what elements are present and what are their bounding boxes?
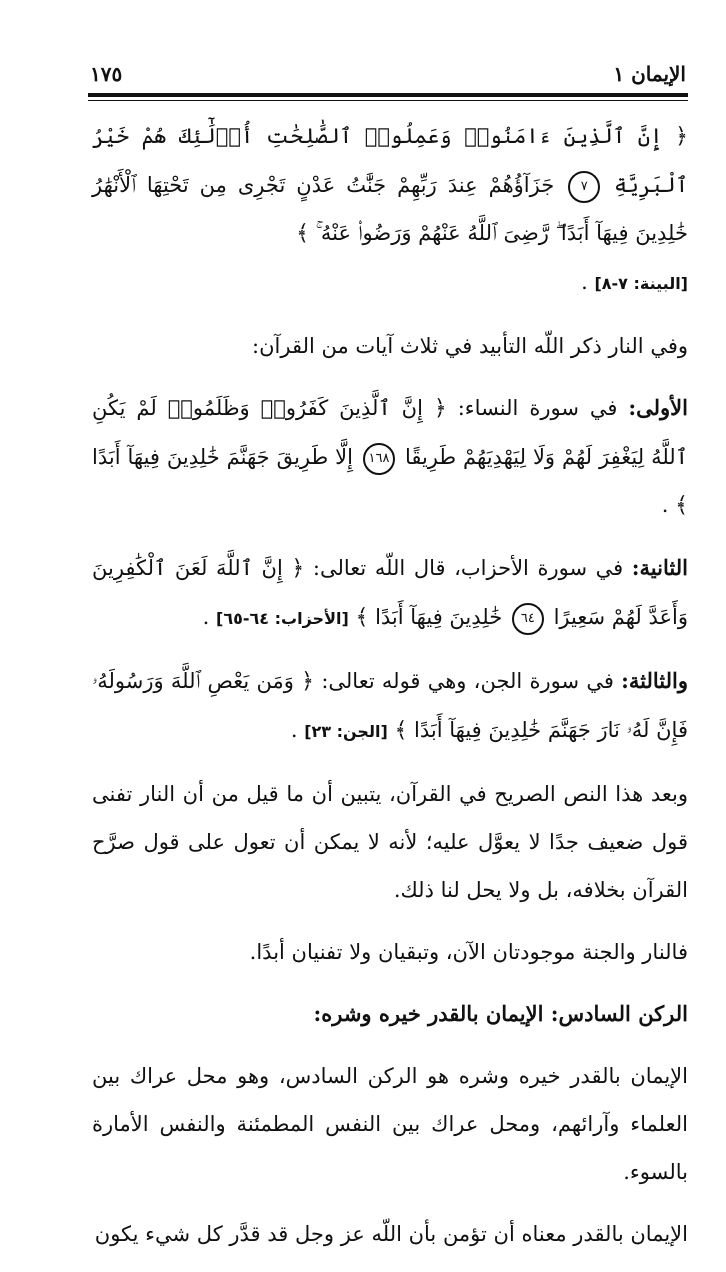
verse-reference: [الأحزاب: ٦٤-٦٥] — [216, 609, 349, 628]
body-paragraph-4: الإيمان بالقدر معناه أن تؤمن بأن اللّه عز وجل قد قدَّر كل شيء يكون — [94, 1222, 688, 1246]
verse-text: إِنَّ ٱللَّهَ لَعَنَ ٱلْكَٰفِرِينَ وَأَعَدَّ لَهُمْ سَعِيرًا — [92, 556, 688, 629]
header-rule-thin — [88, 100, 688, 101]
ayah-number-marker: ٦٤ — [512, 603, 544, 635]
ayah-number-marker: ١٦٨ — [363, 443, 395, 475]
verse-text: خَٰلِدِينَ فِيهَآ أَبَدًا — [375, 605, 503, 629]
second-label: الثانية: — [631, 555, 688, 580]
header-rule-thick — [88, 93, 688, 97]
verse-close-bracket: ﴾ — [675, 493, 688, 518]
section-heading: الركن السادس: الإيمان بالقدر خيره وشره: — [313, 1001, 688, 1026]
verse-text: وَمَن يَعْصِ ٱللَّهَ وَرَسُولَهُۥ فَإِنَّ لَهُۥ نَارَ جَهَنَّمَ خَٰلِدِينَ فِيهَآ أَبَدًا — [92, 669, 688, 742]
verse-open-bracket: ﴿ — [675, 124, 688, 149]
second-verse-paragraph — [92, 544, 688, 643]
verse-reference: [الجن: ٢٣] — [304, 722, 388, 741]
page-content — [92, 112, 688, 1272]
second-prefix: في سورة الأحزاب، قال اللّه تعالى: — [312, 556, 624, 580]
body-paragraph-3: الإيمان بالقدر خيره وشره هو الركن السادس، وهو محل عراك بين العلماء وآرائهم، ومحل عراك بين النفس المطمئنة والنفس الأمارة بالسوء. — [92, 1064, 688, 1184]
end-period: . — [202, 605, 210, 629]
verse-text: إِنَّ ٱلَّذِينَ ءَامَنُوا۟ وَعَمِلُوا۟ ٱلصَّٰلِحَٰتِ أُو۟لَٰٓئِكَ هُمْ خَيْرُ ٱلْبَرِيَّةِ — [92, 124, 688, 197]
body-paragraph-2: فالنار والجنة موجودتان الآن، وتبقيان ولا تفنيان أبدًا. — [249, 940, 688, 964]
intro-paragraph: وفي النار ذكر اللّه التأبيد في ثلاث آيات من القرآن: — [252, 334, 688, 358]
third-label: والثالثة: — [621, 668, 688, 693]
verse-text: إِنَّ ٱلَّذِينَ كَفَرُوا۟ وَظَلَمُوا۟ لَمْ يَكُنِ ٱللَّهُ لِيَغْفِرَ لَهُمْ وَلَا لِيَهْدِيَهُمْ طَرِيقًا — [92, 396, 688, 469]
end-period: . — [581, 270, 588, 294]
end-period: . — [661, 493, 669, 517]
verse-text: جَزَآؤُهُمْ عِندَ رَبِّهِمْ جَنَّٰتُ عَدْنٍ تَجْرِى مِن تَحْتِهَا ٱلْأَنْهَٰرُ خَٰلِدِينَ فِيهَآ أَبَدًا ۖ رَّضِىَ ٱللَّهُ عَنْهُمْ وَرَضُوا۟ عَنْهُ ۚ — [92, 173, 688, 245]
third-verse-paragraph — [92, 657, 688, 756]
verse-open-bracket: ﴿ — [433, 396, 447, 421]
verse-close-bracket: ﴾ — [355, 605, 369, 630]
body-paragraph-1: وبعد هذا النص الصريح في القرآن، يتبين أن ما قيل من أن النار تفنى قول ضعيف جدًا لا يعوَّل عليه؛ لأنه لا يمكن أن تعول على قول صرَّح القرآن بخلافه، بل ولا يحل لنا ذلك. — [92, 782, 688, 902]
chapter-title: الإيمان ١ — [613, 62, 686, 86]
page-number: ١٧٥ — [90, 62, 123, 86]
third-prefix: في سورة الجن، وهي قوله تعالى: — [321, 669, 614, 693]
ayah-number-marker: ٧ — [568, 171, 600, 203]
page-header — [90, 56, 686, 92]
verse-open-bracket: ﴿ — [291, 556, 305, 581]
verse-close-bracket: ﴾ — [296, 221, 309, 246]
first-prefix: في سورة النساء: — [457, 396, 618, 420]
verse-close-bracket: ﴾ — [394, 718, 408, 743]
verse-reference: [البينة: ٧-٨] — [594, 274, 688, 293]
verse-text: إِلَّا طَرِيقَ جَهَنَّمَ خَٰلِدِينَ فِيهَآ أَبَدًا — [92, 445, 353, 469]
end-period: . — [290, 718, 298, 742]
quran-verse-bayyina — [92, 112, 688, 308]
first-verse-paragraph — [92, 384, 688, 530]
verse-open-bracket: ﴿ — [301, 669, 315, 694]
first-label: الأولى: — [628, 395, 688, 420]
